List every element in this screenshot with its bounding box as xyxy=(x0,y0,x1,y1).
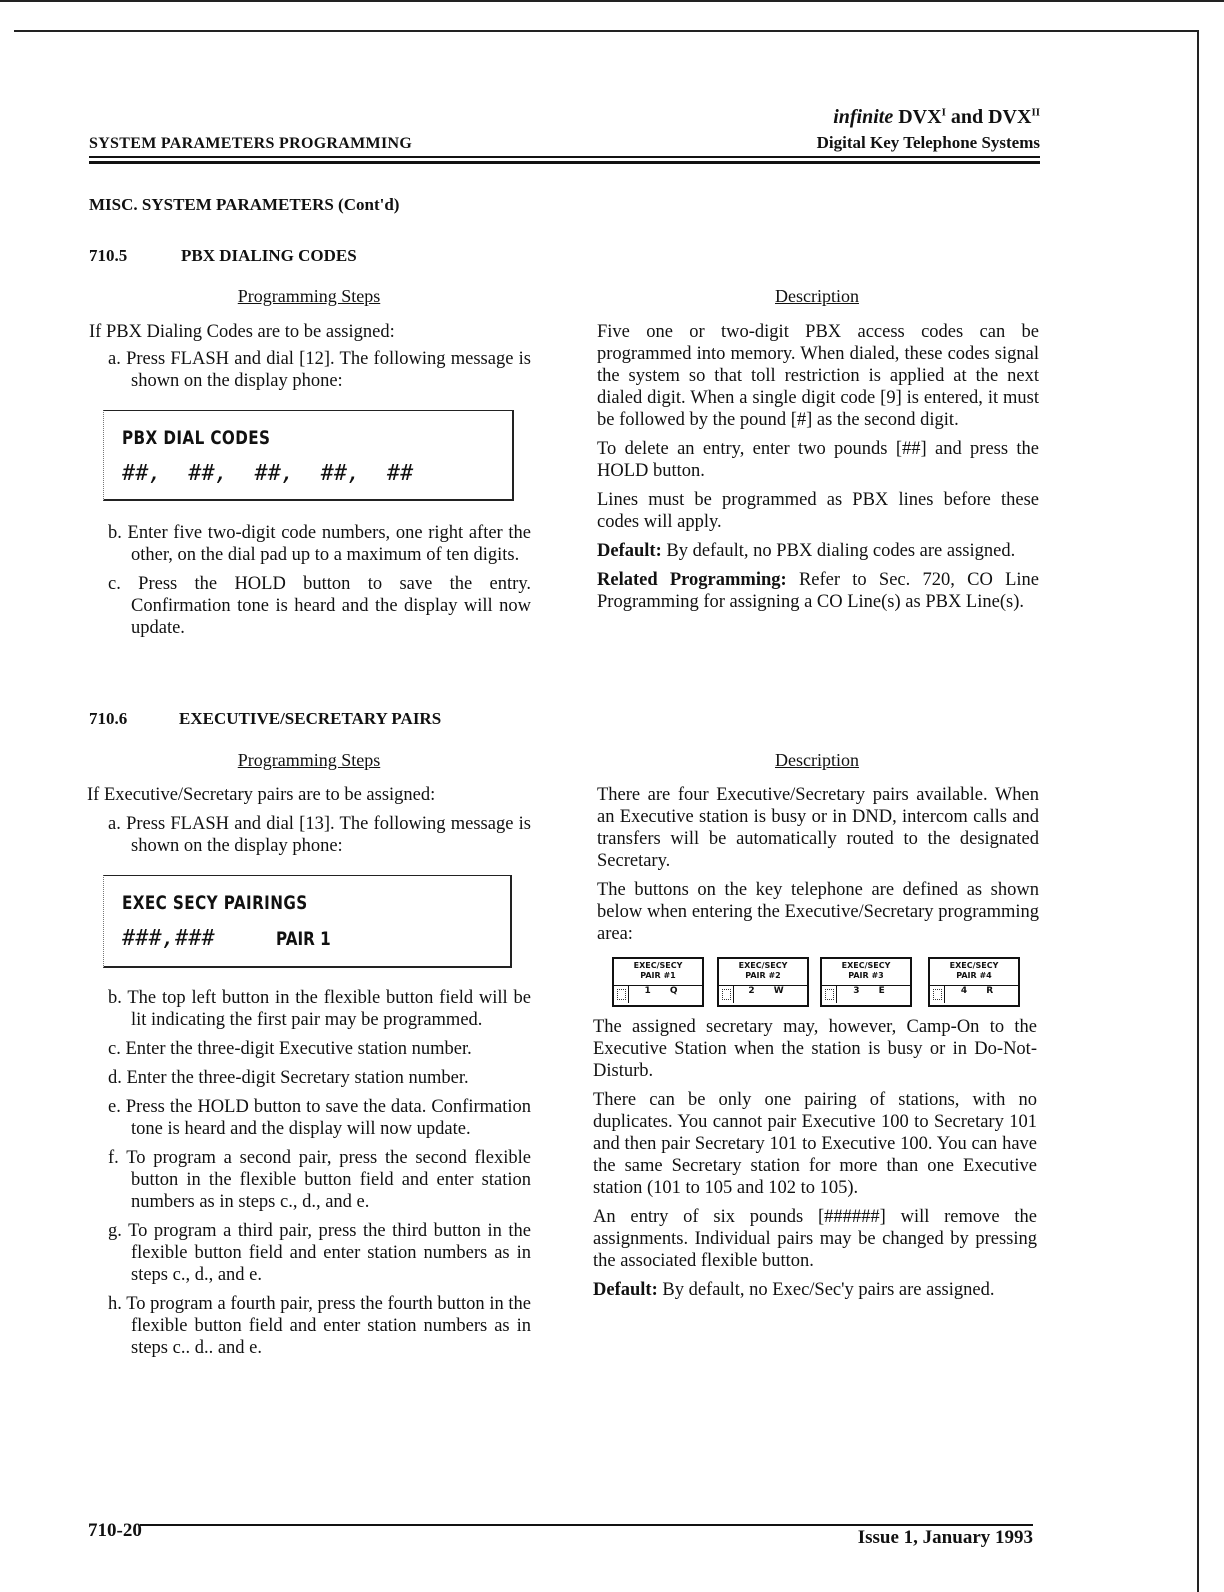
default-text: By default, no PBX dialing codes are assigned. xyxy=(661,541,1016,561)
flex-button-keys: 4 R xyxy=(960,986,1002,996)
sup-2: II xyxy=(1031,106,1040,119)
page-title: MISC. SYSTEM PARAMETERS (Cont'd) xyxy=(89,195,400,214)
steps-heading: Programming Steps xyxy=(237,750,381,770)
intro-text: If Executive/Secretary pairs are to be assigned: xyxy=(87,785,436,805)
default-label: Default: xyxy=(593,1280,658,1300)
led-icon xyxy=(930,985,945,1003)
display-phone-screen xyxy=(103,410,514,501)
header-product-subtitle: Digital Key Telephone Systems xyxy=(816,133,1040,152)
step-list xyxy=(89,813,531,857)
flex-button-keys: 3 E xyxy=(853,986,893,996)
related-paragraph xyxy=(597,569,1039,613)
description-block xyxy=(597,321,1039,620)
brand-name: DVX xyxy=(898,106,942,128)
display-title: EXEC SECY PAIRINGS xyxy=(122,892,308,914)
desc-paragraph: There are four Executive/Secretary pairs available. When an Executive station is busy or in DND, intercom calls and transfers will be automatically routed to the designated Secretary. xyxy=(597,785,1039,871)
step-c: c. Enter the three-digit Executive station number. xyxy=(108,1039,472,1059)
flex-button-label xyxy=(930,959,1018,986)
section-number-710-5: 710.5 xyxy=(89,246,128,265)
display-line: ##, ##, ##, ##, ## xyxy=(122,461,414,486)
header-rule-thick xyxy=(89,161,1040,164)
flex-button-top: EXEC/SECY xyxy=(738,961,788,970)
related-text: Refer to Sec. 720, CO Line Programming for assigning a CO Line(s) as PBX Line(s). xyxy=(597,570,1039,612)
step-e: e. Press the HOLD button to save the data. Confirmation tone is heard and the display will now update. xyxy=(108,1097,531,1139)
related-label: Related Programming: xyxy=(597,570,787,590)
footer-rule xyxy=(140,1524,1033,1526)
step-c: c. Press the HOLD button to save the entry. Confirmation tone is heard and the display will now update. xyxy=(108,574,531,638)
step-a: a. Press FLASH and dial [12]. The following message is shown on the display phone: xyxy=(108,349,531,391)
intro-text: If PBX Dialing Codes are to be assigned: xyxy=(89,322,395,342)
product-title xyxy=(833,106,1040,129)
step-a: a. Press FLASH and dial [13]. The following message is shown on the display phone: xyxy=(108,814,531,856)
header-rule xyxy=(89,156,1040,158)
description-heading: Description xyxy=(775,286,859,306)
flex-button-sub: PAIR #1 xyxy=(640,971,676,980)
desc-paragraph: Five one or two-digit PBX access codes can be programmed into memory. When dialed, these codes signal the system so that toll restriction is applied at the next dialed digit. When a single digit code [9] is entered, it must be followed by the pound [#] as the second digit. xyxy=(597,322,1039,430)
flex-button-label xyxy=(719,959,807,986)
flex-button-pair-2 xyxy=(717,957,809,1007)
flex-button-top: EXEC/SECY xyxy=(949,961,999,970)
flex-button-sub: PAIR #2 xyxy=(745,971,781,980)
page-top-border xyxy=(0,0,1224,2)
default-text: By default, no Exec/Sec'y pairs are assigned. xyxy=(657,1280,995,1300)
section-number-710-6: 710.6 xyxy=(89,709,128,728)
led-icon xyxy=(822,985,837,1003)
brand-and: and DVX xyxy=(950,106,1032,128)
led-icon xyxy=(719,985,734,1003)
flex-button-pair-3 xyxy=(820,957,912,1007)
desc-paragraph: The assigned secretary may, however, Camp-On to the Executive Station when the station is busy or in Do-Not-Disturb. xyxy=(593,1017,1037,1081)
page-number: 710-20 xyxy=(88,1520,142,1541)
step-list-cont xyxy=(89,522,531,646)
desc-paragraph: There can be only one pairing of stations, with no duplicates. You cannot pair Executive 100 to Secretary 101 and then pair Secretary 101 to Executive 100. You can have the same Secretary station for more than one Executive station (101 to 105 and 102 to 105). xyxy=(593,1090,1037,1198)
flex-button-top: EXEC/SECY xyxy=(841,961,891,970)
display-line: ###,### xyxy=(122,926,215,951)
flex-button-sub: PAIR #3 xyxy=(848,971,884,980)
sup-1: I xyxy=(941,106,946,119)
section-title-710-6: EXECUTIVE/SECRETARY PAIRS xyxy=(179,709,442,728)
description-block-top xyxy=(597,784,1039,952)
section-title-710-5: PBX DIALING CODES xyxy=(181,246,357,265)
step-list-cont xyxy=(89,987,531,1366)
header-section-title: SYSTEM PARAMETERS PROGRAMMING xyxy=(89,135,413,152)
flex-button-sub: PAIR #4 xyxy=(956,971,992,980)
description-block-bottom xyxy=(593,1016,1037,1308)
display-phone-screen xyxy=(103,875,512,968)
display-title: PBX DIAL CODES xyxy=(122,427,271,449)
step-g: g. To program a third pair, press the third button in the flexible button field and enter station numbers as in steps c., d., and e. xyxy=(108,1221,531,1285)
flex-button-keys: 1 Q xyxy=(644,986,686,996)
step-d: d. Enter the three-digit Secretary station number. xyxy=(108,1068,469,1088)
brand-italic: infinite xyxy=(833,106,894,128)
step-list xyxy=(89,348,531,392)
led-icon xyxy=(614,985,629,1003)
display-pair: PAIR 1 xyxy=(276,928,331,950)
step-b: b. Enter five two-digit code numbers, one right after the other, on the dial pad up to a maximum of ten digits. xyxy=(108,523,531,565)
issue-date: Issue 1, January 1993 xyxy=(857,1527,1033,1548)
default-paragraph xyxy=(593,1279,1037,1301)
desc-paragraph: To delete an entry, enter two pounds [##] and press the HOLD button. xyxy=(597,439,1039,481)
flex-button-label xyxy=(614,959,702,986)
flex-button-keys: 2 W xyxy=(748,986,792,996)
steps-heading: Programming Steps xyxy=(237,286,381,306)
flex-button-top: EXEC/SECY xyxy=(633,961,683,970)
description-heading: Description xyxy=(775,750,859,770)
flex-button-pair-4 xyxy=(928,957,1020,1007)
flex-button-pair-1 xyxy=(612,957,704,1007)
step-f: f. To program a second pair, press the second flexible button in the flexible button field and enter station numbers as in steps c., d., and e. xyxy=(108,1148,531,1212)
desc-paragraph: An entry of six pounds [######] will remove the assignments. Individual pairs may be changed by pressing the associated flexible button. xyxy=(593,1207,1037,1271)
step-b: b. The top left button in the flexible button field will be lit indicating the first pair may be programmed. xyxy=(108,988,531,1030)
step-h: h. To program a fourth pair, press the fourth button in the flexible button field and enter station numbers as in steps c.. d.. and e. xyxy=(108,1294,531,1358)
default-label: Default: xyxy=(597,541,662,561)
flex-button-label xyxy=(822,959,910,986)
default-paragraph xyxy=(597,540,1039,562)
desc-paragraph: The buttons on the key telephone are defined as shown below when entering the Executive/Secretary programming area: xyxy=(597,880,1039,944)
desc-paragraph: Lines must be programmed as PBX lines before these codes will apply. xyxy=(597,490,1039,532)
